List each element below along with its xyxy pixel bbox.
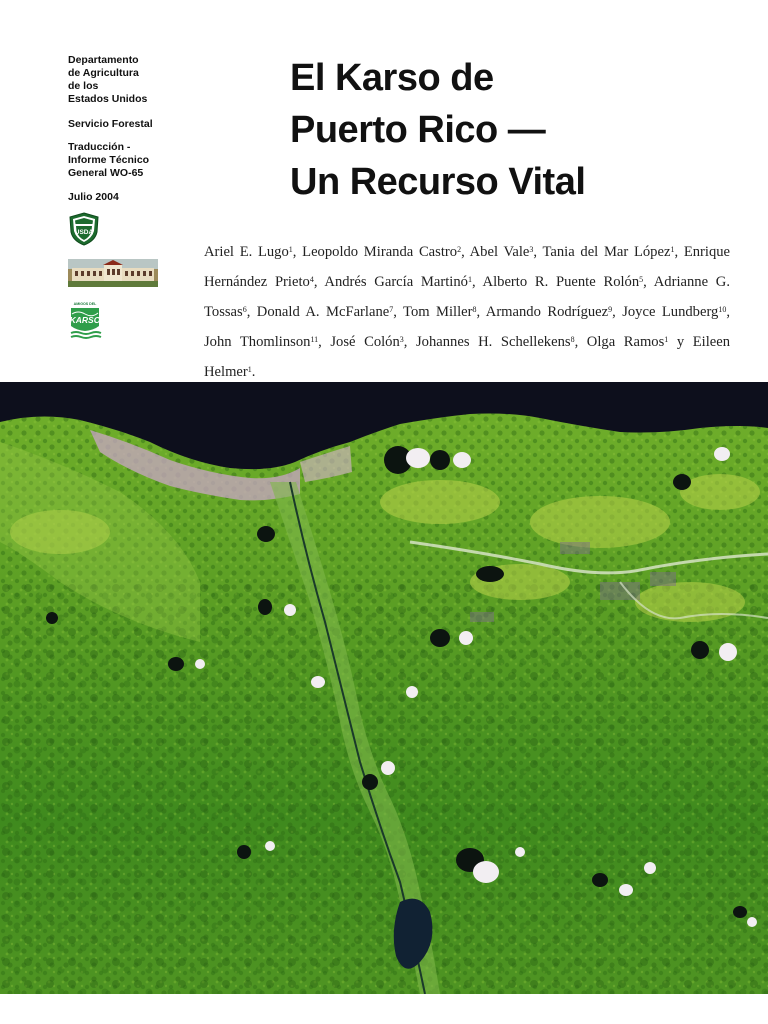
- building-photo-logo: [68, 259, 158, 287]
- author-separator: ,: [246, 304, 257, 320]
- author-name: Enrique Hernández Prieto: [204, 244, 731, 290]
- publication-sidebar: [68, 54, 188, 347]
- author-name: Abel Vale: [469, 244, 530, 260]
- author-name: Donald A. McFarlane: [256, 304, 390, 320]
- author-name: John Thomlinson: [204, 334, 311, 350]
- author-affiliation-number: 3: [529, 245, 534, 254]
- author-affiliation-number: 3: [399, 335, 404, 344]
- author-affiliation-number: 10: [718, 305, 727, 314]
- agency-name: [68, 54, 188, 106]
- title-line: El Karso de: [290, 57, 494, 99]
- author-affiliation-number: 7: [389, 305, 394, 314]
- author-separator: ,: [393, 304, 404, 320]
- author-affiliation-number: 1: [247, 365, 252, 374]
- author-separator: ,: [476, 304, 486, 320]
- author-name: José Colón: [330, 334, 400, 350]
- author-name: Armando Rodríguez: [485, 304, 609, 320]
- author-affiliation-number: 1: [670, 245, 675, 254]
- author-name: Tom Miller: [403, 304, 473, 320]
- author-affiliation-number: 1: [288, 245, 293, 254]
- service-name: Servicio Forestal: [68, 118, 153, 130]
- author-separator: ,: [533, 244, 543, 260]
- author-separator: ,: [403, 334, 416, 350]
- svg-text:AMIGOS DEL: AMIGOS DEL: [73, 302, 97, 306]
- author-separator: ,: [461, 244, 470, 260]
- title-line: Un Recurso Vital: [290, 161, 586, 203]
- svg-text:USDA: USDA: [74, 229, 94, 236]
- author-separator: y: [668, 334, 693, 350]
- report-type-line: General WO-65: [68, 167, 144, 179]
- author-separator: ,: [643, 274, 654, 290]
- author-name: Joyce Lundberg: [622, 304, 719, 320]
- author-affiliation-number: 11: [310, 335, 319, 344]
- author-affiliation-number: 8: [570, 335, 575, 344]
- author-name: Alberto R. Puente Rolón: [482, 274, 640, 290]
- agency-line: Estados Unidos: [68, 93, 148, 105]
- author-separator: ,: [612, 304, 623, 320]
- author-separator: ,: [292, 244, 303, 260]
- author-separator: ,: [726, 304, 730, 320]
- author-affiliation-number: 8: [472, 305, 477, 314]
- author-separator: .: [251, 364, 256, 380]
- author-affiliation-number: 6: [242, 305, 247, 314]
- author-name: Johannes H. Schellekens: [416, 334, 571, 350]
- title-line: Puerto Rico —: [290, 109, 546, 151]
- document-title: [290, 52, 730, 208]
- author-name: Tania del Mar López: [542, 244, 671, 260]
- karso-logo: [68, 300, 102, 342]
- author-name: Adrianne G. Tossas: [204, 274, 730, 320]
- author-affiliation-number: 4: [309, 275, 314, 284]
- author-separator: ,: [318, 334, 331, 350]
- author-list: [204, 236, 730, 386]
- author-name: Leopoldo Miranda Castro: [302, 244, 458, 260]
- agency-line: de los: [68, 80, 99, 92]
- author-affiliation-number: 1: [467, 275, 472, 284]
- author-separator: ,: [674, 244, 684, 260]
- author-name: Ariel E. Lugo: [204, 244, 289, 260]
- author-separator: ,: [313, 274, 325, 290]
- report-type-line: Informe Técnico: [68, 154, 150, 166]
- author-affiliation-number: 1: [664, 335, 669, 344]
- agency-line: de Agricultura: [68, 67, 139, 79]
- satellite-image-karst-region: [0, 382, 768, 994]
- author-affiliation-number: 2: [457, 245, 462, 254]
- agency-line: Departamento: [68, 54, 139, 66]
- report-type-line: Traducción -: [68, 141, 131, 153]
- author-name: Eileen Helmer: [204, 334, 731, 380]
- publication-date: Julio 2004: [68, 191, 119, 203]
- report-type: [68, 141, 188, 180]
- author-name: Andrés García Martinó: [324, 274, 468, 290]
- author-separator: ,: [471, 274, 483, 290]
- author-name: Olga Ramos: [586, 334, 665, 350]
- karso-logo-text: KARSO: [69, 315, 101, 325]
- author-affiliation-number: 9: [608, 305, 613, 314]
- usda-forest-service-shield-logo: [68, 212, 100, 246]
- author-separator: ,: [574, 334, 587, 350]
- author-affiliation-number: 5: [639, 275, 644, 284]
